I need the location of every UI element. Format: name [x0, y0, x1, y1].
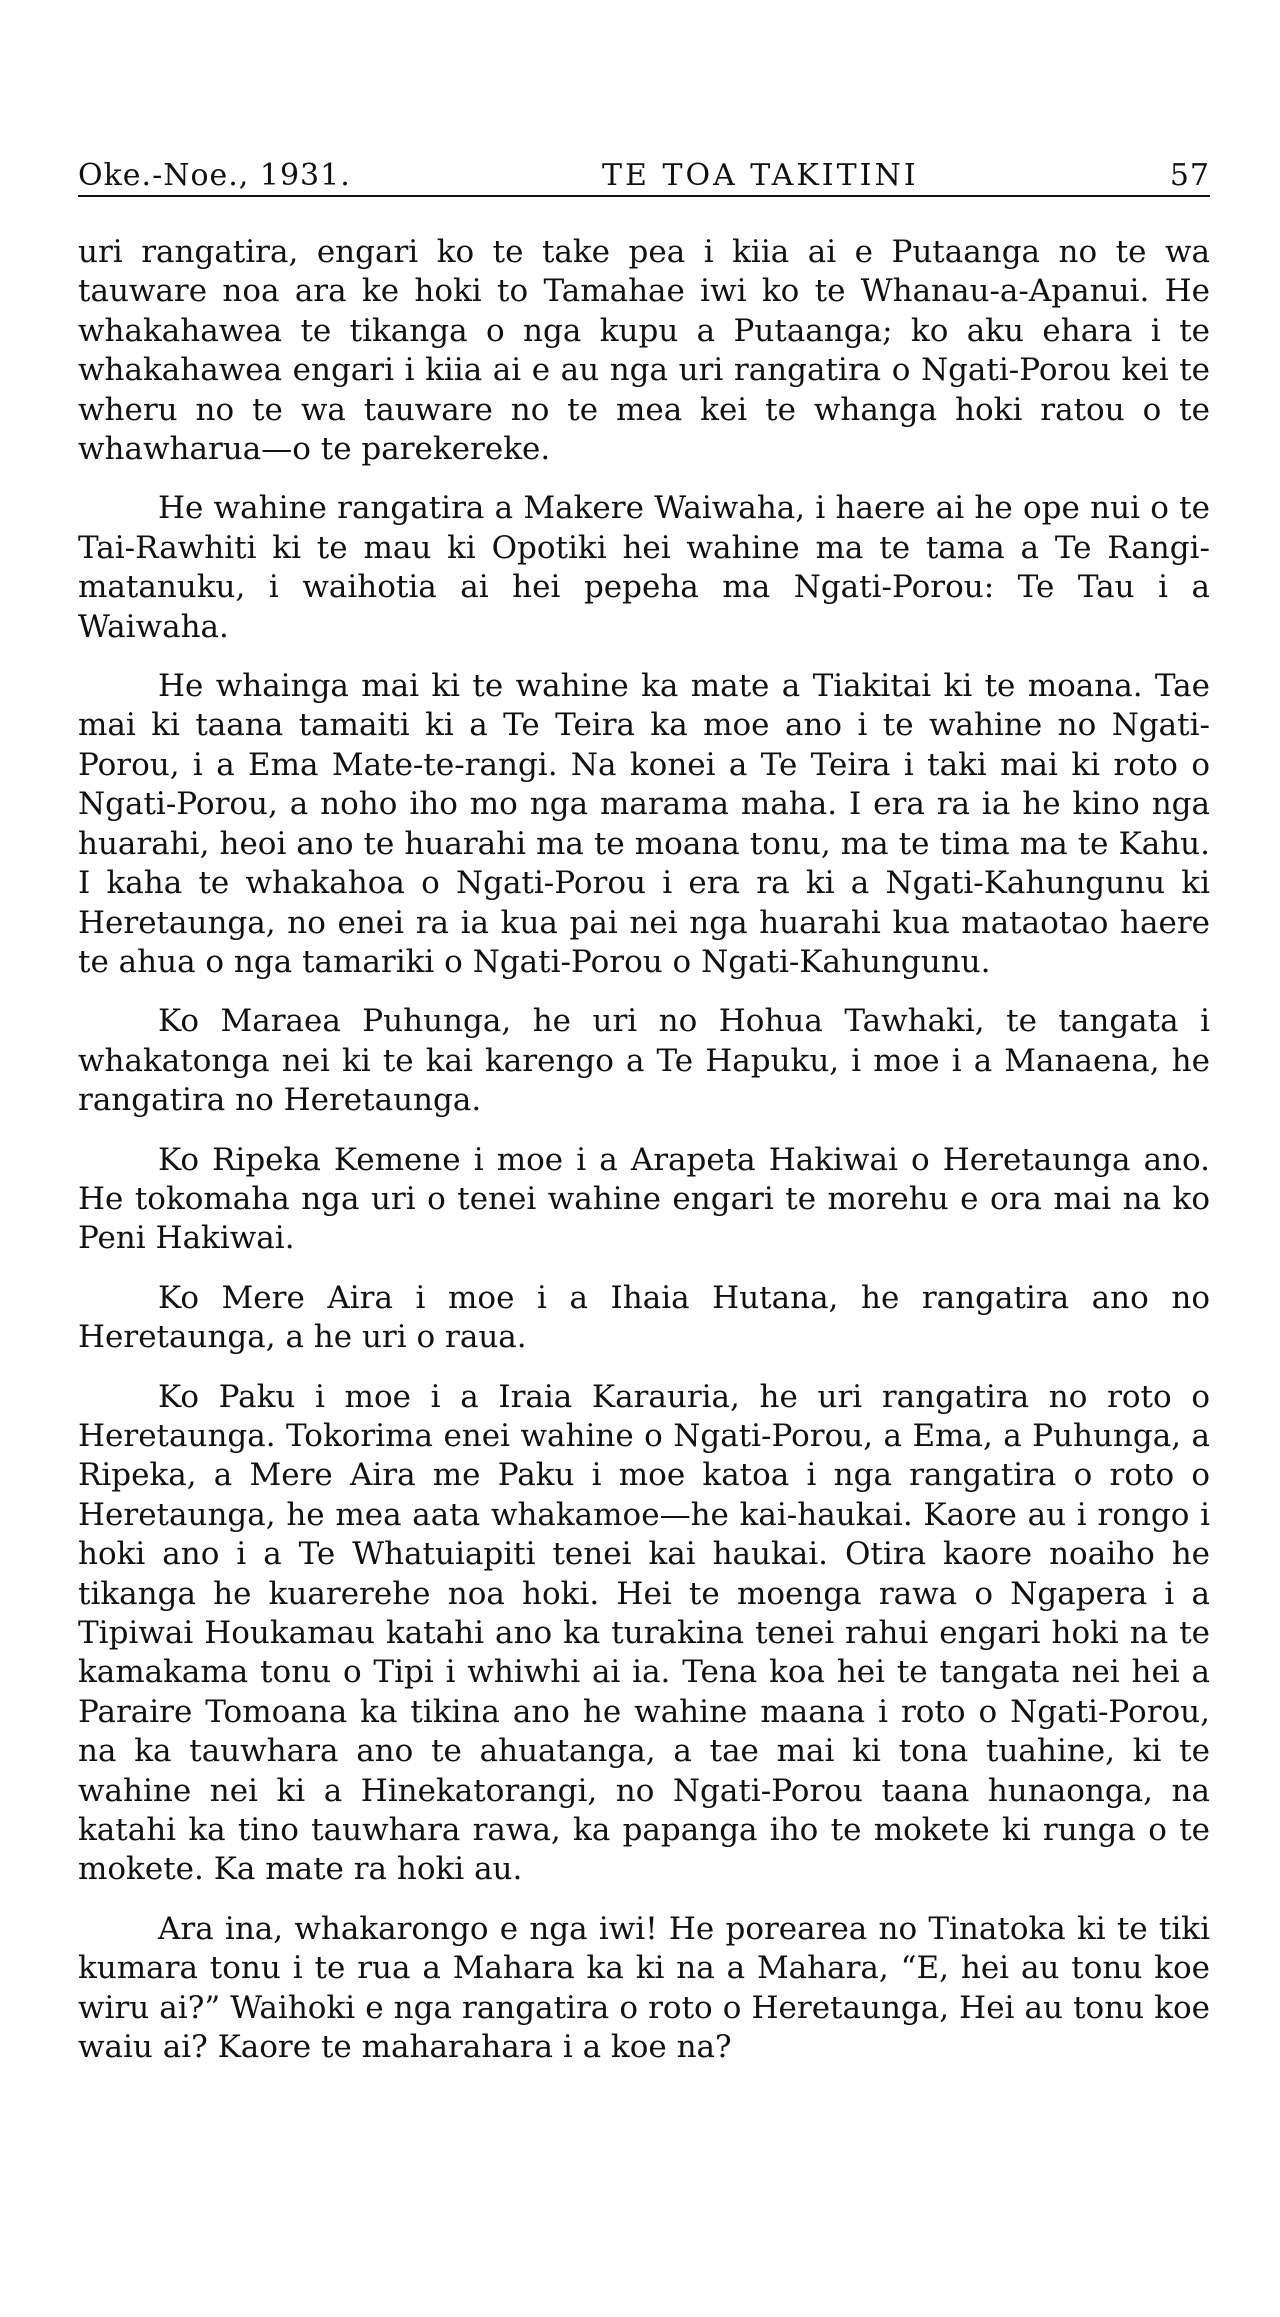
journal-title: TE TOA TAKITINI	[602, 158, 919, 193]
running-header	[78, 158, 1210, 197]
paragraph: Ara ina, whakarongo e nga iwi! He porearea no Tinatoka ki te tiki kumara tonu i te rua a Mahara ka ki na a Mahara, “E, hei au tonu koe wiru ai?” Waihoki e nga rangatira o roto o Heretaunga, Hei au tonu koe waiu ai? Kaore te maharahara i a koe na?	[78, 1910, 1210, 2066]
page-number: 57	[1169, 158, 1210, 193]
article-body	[78, 233, 1210, 2067]
paragraph: Ko Paku i moe i a Iraia Karauria, he uri rangatira no roto o Heretaunga. Tokorima enei wahine o Ngati-Porou, a Ema, a Puhunga, a Ripeka, a Mere Aira me Paku i moe katoa i nga rangatira o roto o Heretaunga, he mea aata whakamoe—he kai-haukai. Kaore au i rongo i hoki ano i a Te Whatuiapiti tenei kai haukai. Otira kaore noaiho he tikanga he kuarerehe noa hoki. Hei te moenga rawa o Ngapera i a Tipiwai Houkamau katahi ano ka turakina tenei rahui engari hoki na te kamakama tonu o Tipi i whiwhi ai ia. Tena koa hei te tangata nei hei a Paraire Tomoana ka tikina ano he wahine maana i roto o Ngati-Porou, na ka tauwhara ano te ahuatanga, a tae mai ki tona tuahine, ki te wahine nei ki a Hinekatorangi, no Ngati-Porou taana hunaonga, na katahi ka tino tauwhara rawa, ka papanga iho te mokete ki runga o te mokete. Ka mate ra hoki au.	[78, 1378, 1210, 1888]
paragraph: Ko Ripeka Kemene i moe i a Arapeta Hakiwai o Heretaunga ano. He tokomaha nga uri o tenei wahine engari te morehu e ora mai na ko Peni Hakiwai.	[78, 1141, 1210, 1257]
paragraph: Ko Maraea Puhunga, he uri no Hohua Tawhaki, te tangata i whakatonga nei ki te kai karengo a Te Hapuku, i moe i a Manaena, he rangatira no Heretaunga.	[78, 1003, 1210, 1119]
paragraph: He whainga mai ki te wahine ka mate a Tiakitai ki te moana. Tae mai ki taana tamaiti ki a Te Teira ka moe ano i te wahine no Ngati-Porou, i a Ema Mate-te-rangi. Na konei a Te Teira i taki mai ki roto o Ngati-Porou, a noho iho mo nga marama maha. I era ra ia he kino nga huarahi, heoi ano te huarahi ma te moana tonu, ma te tima ma te Kahu. I kaha te whakahoa o Ngati-Porou i era ra ki a Ngati-Kahungunu ki Heretaunga, no enei ra ia kua pai nei nga huarahi kua mataotao haere te ahua o nga tamariki o Ngati-Porou o Ngati-Kahungunu.	[78, 668, 1210, 980]
paragraph: uri rangatira, engari ko te take pea i kiia ai e Putaanga no te wa tauware noa ara ke hoki to Tamahae iwi ko te Whanau-a-Apanui. He whakahawea te tikanga o nga kupu a Putaanga; ko aku ehara i te whakahawea engari i kiia ai e au nga uri rangatira o Ngati-Porou kei te wheru no te wa tauware no te mea kei te whanga hoki ratou o te whawharua—o te parekereke.	[78, 234, 1210, 468]
paragraph: Ko Mere Aira i moe i a Ihaia Hutana, he rangatira ano no Heretaunga, a he uri o raua.	[78, 1279, 1210, 1356]
document-page	[78, 158, 1210, 2087]
issue-date: Oke.-Noe., 1931.	[78, 158, 351, 193]
paragraph: He wahine rangatira a Makere Waiwaha, i haere ai he ope nui o te Tai-Rawhiti ki te mau ki Opotiki hei wahine ma te tama a Te Rangi-matanuku, i waihotia ai hei pepeha ma Ngati-Porou: Te Tau i a Waiwaha.	[78, 490, 1210, 645]
